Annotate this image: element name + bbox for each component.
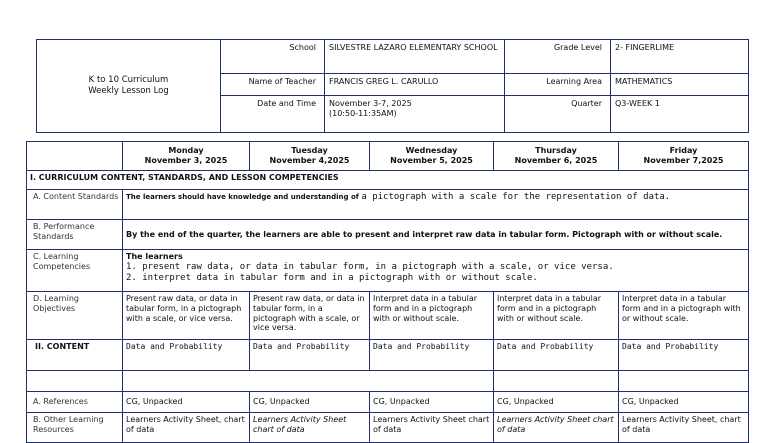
reference-cell: CG, Unpacked — [250, 392, 370, 413]
day-date: November 6, 2025 — [514, 156, 598, 165]
day-name: Wednesday — [405, 146, 458, 156]
objective-cell: Interpret data in a tabular form and in a pictograph with or without scale. — [370, 292, 494, 340]
content-standards-part1: The learners should have knowledge and understanding of — [126, 193, 359, 201]
other-resources-label: B. Other Learning Resources — [27, 413, 123, 443]
days-row — [27, 142, 749, 171]
teacher-value: FRANCIS GREG L. CARULLO — [325, 74, 505, 96]
quarter-value: Q3-WEEK 1 — [611, 96, 749, 133]
day-thursday — [494, 142, 619, 171]
school-value: SILVESTRE LAZARO ELEMENTARY SCHOOL — [325, 40, 505, 74]
content-standards-part2: a pictograph with a scale for the representation of data. — [361, 192, 671, 202]
header-table — [36, 39, 749, 133]
day-friday — [619, 142, 749, 171]
reference-cell: CG, Unpacked — [370, 392, 494, 413]
date-line1: November 3-7, 2025 — [329, 99, 412, 108]
section-curriculum-heading: I. CURRICULUM CONTENT, STANDARDS, AND LESSON COMPETENCIES — [27, 171, 749, 190]
resource-cell: Learners Activity Sheet chart of data — [370, 413, 494, 443]
content-cell: Data and Probability — [494, 340, 619, 371]
objective-cell: Present raw data, or data in tabular form, in a pictograph with a scale, or vice versa. — [123, 292, 250, 340]
day-name: Tuesday — [291, 146, 328, 156]
date-line2: (10:50-11:35AM) — [329, 109, 397, 118]
area-label: Learning Area — [505, 74, 611, 96]
document-title — [37, 40, 221, 133]
performance-standards-value: By the end of the quarter, the learners are able to present and interpret raw data in tabular form. Pictograph with or without scale. — [123, 220, 749, 250]
day-date: November 4,2025 — [269, 156, 350, 165]
reference-cell: CG, Unpacked — [494, 392, 619, 413]
day-name: Friday — [669, 146, 698, 156]
teacher-label: Name of Teacher — [221, 74, 325, 96]
learning-objectives-label: D. Learning Objectives — [27, 292, 123, 340]
grade-label: Grade Level — [505, 40, 611, 74]
day-date: November 5, 2025 — [390, 156, 473, 165]
day-monday — [123, 142, 250, 171]
objective-cell: Interpret data in a tabular form and in a pictograph with or without scale. — [494, 292, 619, 340]
content-label: II. CONTENT — [27, 340, 123, 371]
day-tuesday — [250, 142, 370, 171]
learning-competencies-label: C. Learning Competencies — [27, 250, 123, 292]
day-wednesday — [370, 142, 494, 171]
content-cell: Data and Probability — [250, 340, 370, 371]
day-name: Monday — [168, 146, 204, 156]
content-cell: Data and Probability — [370, 340, 494, 371]
day-name: Thursday — [535, 146, 577, 156]
competency-item: 2. interpret data in tabular form and in a pictograph with or without scale. — [126, 272, 538, 283]
school-label: School — [221, 40, 325, 74]
resource-cell: Learners Activity Sheet, chart of data — [619, 413, 749, 443]
title-line2: Weekly Lesson Log — [88, 86, 169, 96]
quarter-label: Quarter — [505, 96, 611, 133]
lesson-log-table — [26, 141, 749, 443]
content-standards-value — [123, 190, 749, 220]
reference-cell: CG, Unpacked — [123, 392, 250, 413]
objective-cell: Present raw data, or data in tabular form, in a pictograph with a scale, or vice versa. — [250, 292, 370, 340]
date-label: Date and Time — [221, 96, 325, 133]
performance-standards-label: B. Performance Standards — [27, 220, 123, 250]
reference-cell: CG, Unpacked — [619, 392, 749, 413]
empty-cell — [27, 371, 123, 392]
resource-cell: Learners Activity Sheet, chart of data — [123, 413, 250, 443]
area-value: MATHEMATICS — [611, 74, 749, 96]
content-cell: Data and Probability — [123, 340, 250, 371]
objective-cell: Interpret data in a tabular form and in a pictograph with or without scale. — [619, 292, 749, 340]
empty-cell — [619, 371, 749, 392]
day-date: November 7,2025 — [643, 156, 724, 165]
content-standards-label: A. Content Standards — [27, 190, 123, 220]
day-date: November 3, 2025 — [144, 156, 228, 165]
title-line1: K to 10 Curriculum — [88, 75, 169, 86]
references-label: A. References — [27, 392, 123, 413]
resource-cell: Learners Activity Sheet chart of data — [494, 413, 619, 443]
corner-cell — [27, 142, 123, 171]
empty-cell — [494, 371, 619, 392]
competency-item: 1. present raw data, or data in tabular form, in a pictograph with a scale, or vice versa. — [126, 261, 614, 272]
grade-value: 2- FINGERLIME — [611, 40, 749, 74]
date-value — [325, 96, 505, 133]
content-cell: Data and Probability — [619, 340, 749, 371]
competencies-heading: The learners — [126, 252, 183, 261]
learning-competencies-value — [123, 250, 749, 292]
empty-cell — [123, 371, 494, 392]
resource-cell: Learners Activity Sheet chart of data — [250, 413, 370, 443]
